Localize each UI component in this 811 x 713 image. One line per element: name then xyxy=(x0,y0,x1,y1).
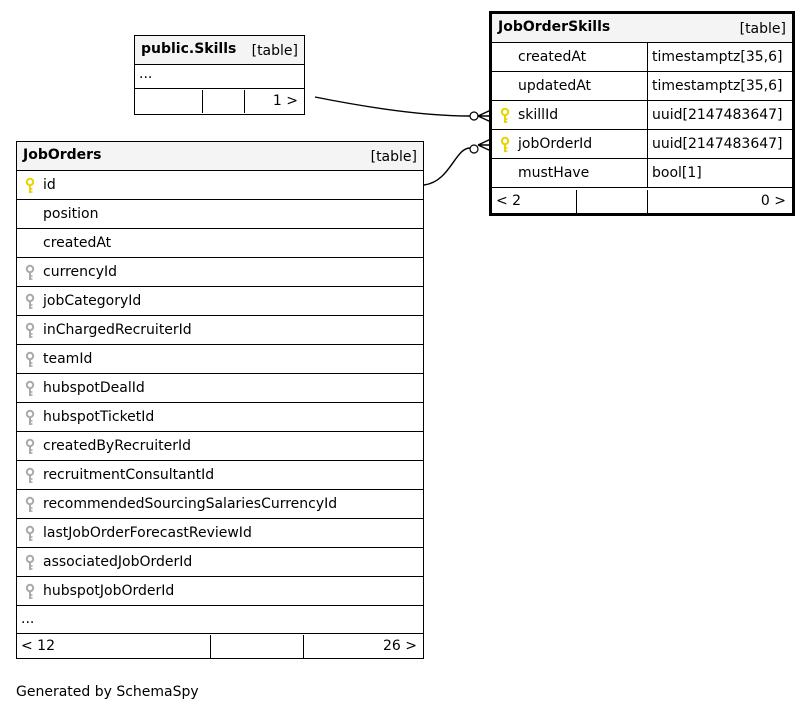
joborders-table-footer xyxy=(17,635,423,658)
column-row[interactable] xyxy=(492,159,792,188)
foreign-key-icon xyxy=(24,293,36,311)
primary-key-icon xyxy=(499,136,511,154)
joborders-table-name: JobOrders xyxy=(23,147,102,163)
joborderskills-table-name: JobOrderSkills xyxy=(498,19,611,35)
column-name: teamId xyxy=(43,351,93,367)
column-row[interactable] xyxy=(17,345,423,374)
column-row[interactable] xyxy=(17,432,423,461)
column-name: hubspotJobOrderId xyxy=(43,583,175,599)
joborderskills-footer-left[interactable]: < 2 xyxy=(496,193,522,209)
foreign-key-icon xyxy=(24,467,36,485)
column-name: currencyId xyxy=(43,264,118,280)
column-name: updatedAt xyxy=(518,78,592,94)
column-row[interactable] xyxy=(17,490,423,519)
joborderskills-table-footer xyxy=(492,190,792,213)
foreign-key-icon xyxy=(24,409,36,427)
column-name: jobOrderId xyxy=(518,136,593,152)
skills-relation-zero-marker xyxy=(470,112,478,120)
column-name: associatedJobOrderId xyxy=(43,554,193,570)
skills-footer-right[interactable]: 1 > xyxy=(272,93,298,109)
column-name: position xyxy=(43,206,99,222)
skills-table-name: public.Skills xyxy=(141,41,237,57)
column-row[interactable] xyxy=(17,229,423,258)
column-name: id xyxy=(43,177,56,193)
column-name: jobCategoryId xyxy=(43,293,142,309)
foreign-key-icon xyxy=(24,322,36,340)
column-name: hubspotTicketId xyxy=(43,409,155,425)
joborders-ellipsis-row xyxy=(17,610,423,634)
joborders-to-joborderskills-line xyxy=(424,148,470,185)
column-name: createdAt xyxy=(43,235,112,251)
column-type: timestamptz[35,6] xyxy=(652,49,783,65)
column-name: lastJobOrderForecastReviewId xyxy=(43,525,252,541)
joborders-table[interactable] xyxy=(16,141,424,659)
skills-table-tag: [table] xyxy=(251,43,298,59)
skills-to-joborderskills-line xyxy=(315,97,470,116)
primary-key-icon xyxy=(24,177,36,195)
skills-table-footer xyxy=(135,90,304,113)
joborders-table-header xyxy=(17,142,423,171)
joborders-ellipsis: ... xyxy=(21,611,35,627)
column-row[interactable] xyxy=(17,171,423,200)
column-name: recruitmentConsultantId xyxy=(43,467,215,483)
column-row[interactable] xyxy=(17,519,423,548)
column-type: uuid[2147483647] xyxy=(652,107,783,123)
column-type: bool[1] xyxy=(652,165,702,181)
column-name: inChargedRecruiterId xyxy=(43,322,192,338)
column-row[interactable] xyxy=(17,374,423,403)
foreign-key-icon xyxy=(24,496,36,514)
foreign-key-icon xyxy=(24,583,36,601)
column-row[interactable] xyxy=(492,72,792,101)
foreign-key-icon xyxy=(24,351,36,369)
skills-table-header xyxy=(135,36,304,65)
joborderskills-footer-right[interactable]: 0 > xyxy=(760,193,786,209)
column-name: recommendedSourcingSalariesCurrencyId xyxy=(43,496,338,512)
joborderskills-table-header xyxy=(492,14,792,43)
column-row[interactable] xyxy=(17,316,423,345)
foreign-key-icon xyxy=(24,554,36,572)
joborders-footer-right[interactable]: 26 > xyxy=(383,638,417,654)
joborders-relation-zero-marker xyxy=(470,145,478,153)
column-row[interactable] xyxy=(492,101,792,130)
column-type: uuid[2147483647] xyxy=(652,136,783,152)
generated-by-caption: Generated by SchemaSpy xyxy=(16,684,199,700)
column-row[interactable] xyxy=(17,577,423,606)
joborderskills-table-tag: [table] xyxy=(739,21,786,37)
foreign-key-icon xyxy=(24,380,36,398)
column-row[interactable] xyxy=(492,43,792,72)
primary-key-icon xyxy=(499,107,511,125)
skills-table[interactable] xyxy=(134,35,305,115)
joborderskills-table[interactable] xyxy=(489,11,795,216)
foreign-key-icon xyxy=(24,438,36,456)
column-row[interactable] xyxy=(492,130,792,159)
column-row[interactable] xyxy=(17,287,423,316)
skills-ellipsis-row xyxy=(135,65,304,89)
column-row[interactable] xyxy=(17,258,423,287)
column-type: timestamptz[35,6] xyxy=(652,78,783,94)
foreign-key-icon xyxy=(24,525,36,543)
column-name: skillId xyxy=(518,107,559,123)
joborders-table-tag: [table] xyxy=(370,149,417,165)
joborders-footer-left[interactable]: < 12 xyxy=(21,638,55,654)
column-name: createdByRecruiterId xyxy=(43,438,192,454)
column-row[interactable] xyxy=(17,200,423,229)
foreign-key-icon xyxy=(24,264,36,282)
column-name: mustHave xyxy=(518,165,590,181)
column-row[interactable] xyxy=(17,548,423,577)
skills-ellipsis: ... xyxy=(139,66,153,82)
column-row[interactable] xyxy=(17,403,423,432)
column-row[interactable] xyxy=(17,461,423,490)
column-name: createdAt xyxy=(518,49,587,65)
column-name: hubspotDealId xyxy=(43,380,145,396)
